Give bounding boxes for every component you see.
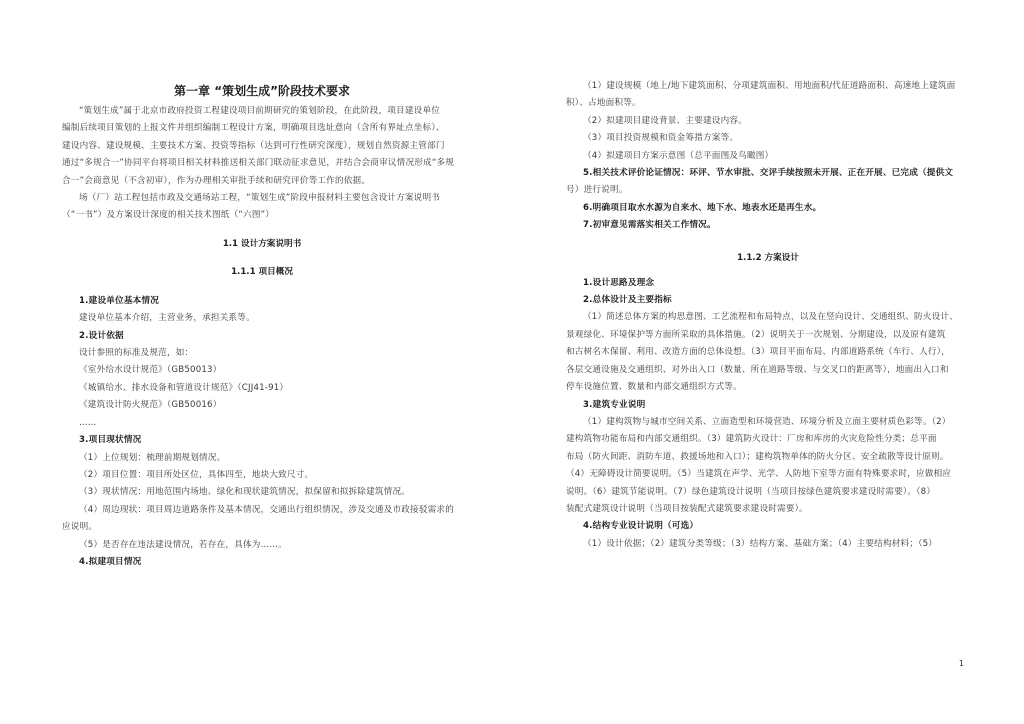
left-item-list — [62, 293, 462, 572]
item-text: 建设单位基本介绍，主营业务，承担关系等。 — [79, 313, 255, 324]
item-text: 各层交通设施及交通组织、对外出入口（数量、所在道路等级、与交叉口的距离等），地面出入口和 — [566, 364, 949, 375]
item-text: …… — [79, 417, 97, 428]
item-text: （2）拟建项目建设背景、主要建设内容。 — [583, 115, 747, 126]
chapter-title: 第一章 “策划生成”阶段技术要求 — [174, 84, 350, 98]
page-number: 1 — [958, 659, 964, 668]
item-heading: 2.总体设计及主要指标 — [583, 295, 672, 306]
item-text: 设计参照的标准及规范，如： — [79, 348, 194, 359]
item-heading: 4.结构专业设计说明（可选） — [583, 521, 699, 532]
item-text: 景观绿化、环境保护等方面所采取的具体措施。（2）说明关于一次规划、分期建设，以及原有建筑 — [566, 329, 946, 340]
intro-line: （“一书”）及方案设计深度的相关技术图纸（“六图”） — [62, 210, 275, 221]
intro-line: 场（厂）站工程包括市政及交通场站工程，“策划生成”阶段申报材料主要包含设计方案说明书 — [79, 193, 441, 204]
item-text: （3）现状情况：用地范围内场地、绿化和现状建筑情况，拟保留和拟拆除建筑情况。 — [79, 487, 411, 498]
item-heading: 3.项目现状情况 — [79, 435, 142, 446]
item-heading: 2.设计依据 — [79, 330, 124, 341]
right-item-list — [566, 78, 970, 235]
item-text: （4）周边现状：项目周边道路条件及基本情况，交通出行组织情况，涉及交通及市政接驳需求的 — [79, 504, 455, 515]
item-heading: 1.建设单位基本情况 — [79, 295, 159, 306]
item-heading: 1.设计思路及理念 — [583, 277, 655, 288]
section-title-1-1-2: 1.1.2 方案设计 — [737, 252, 799, 263]
item-heading: 5.相关技术评价论证情况：环评、节水审批、交评手续按照未开展、正在开展、已完成（提供文 — [583, 168, 954, 179]
intro-line: 合一”会商意见（不含初审），作为办理相关审批手续和研究评价等工作的依据。 — [62, 175, 371, 186]
right-item-list-2 — [566, 275, 970, 554]
item-heading: 6.明确项目取水水源为自来水、地下水、地表水还是再生水。 — [583, 202, 822, 213]
section-title-1-1-1: 1.1.1 项目概况 — [231, 266, 293, 277]
item-text: （4）拟建项目方案示意图（总平面图及鸟瞰图） — [583, 150, 774, 161]
item-text: （4）无障碍设计简要说明。（5）当建筑在声学、光学、人防地下室等方面有特殊要求时，应做相应 — [566, 469, 952, 480]
item-text: （1）设计依据；（2）建筑分类等级；（3）结构方案、基础方案；（4）主要结构材料；（5） — [583, 538, 938, 549]
item-text: （2）项目位置：项目所处区位，具体四至，地块大致尺寸。 — [79, 469, 314, 480]
item-text: 建构筑物功能布局和内部交通组织。（3）建筑防火设计：厂房和库房的火灾危险性分类；总平面 — [566, 434, 937, 445]
item-text: （1）简述总体方案的构思意图、工艺流程和布局特点，以及在竖向设计、交通组织、防火设计、 — [583, 312, 959, 323]
item-text: 号）进行说明。 — [566, 185, 628, 196]
item-text: 装配式建筑设计说明（当项目按装配式建筑要求建设时需要）。 — [566, 503, 808, 514]
intro-line: 通过“多规合一”协同平台将项目相关材料推送相关部门联动征求意见，并结合会商审议情况形成“多规 — [62, 158, 455, 169]
item-text: 布局（防火间距、消防车道、救援场地和入口）；建构筑物单体的防火分区、安全疏散等设计原则。 — [566, 451, 949, 462]
item-text: 《室外给水设计规范》（GB50013） — [79, 365, 222, 376]
item-text: 和古树名木保留、利用、改造方面的总体设想。（3）项目平面布局、内部道路系统（车行、人行）， — [566, 347, 950, 358]
right-column — [566, 78, 970, 553]
item-heading: 4.拟建项目情况 — [79, 556, 142, 567]
section-title-1-1: 1.1 设计方案说明书 — [222, 238, 302, 249]
intro-line: “策划生成”属于北京市政府投资工程建设项目前期研究的策划阶段，在此阶段，项目建设单位 — [79, 106, 441, 116]
item-text: （1）上位规划：梳理前期规划情况。 — [79, 452, 226, 463]
item-text: （3）项目投资规模和资金筹措方案等。 — [583, 133, 739, 144]
item-text: 说明。（6）建筑节能说明。（7）绿色建筑设计说明（当项目按绿色建筑要求建设时需要）。（8） — [566, 486, 936, 497]
item-text: （1）建构筑物与城市空间关系、立面造型和环境营造、环境分析及立面主要材质色彩等。（2） — [583, 416, 951, 427]
intro-line: 建设内容、建设规模、主要技术方案、投资等指标（达到可行性研究深度），规划自然资源主管部门 — [62, 140, 445, 151]
item-text: 《城镇给水、排水设备和管道设计规范》（CJJ41-91） — [79, 382, 289, 393]
item-text: 应说明。 — [62, 522, 98, 533]
item-heading: 3.建筑专业说明 — [583, 399, 646, 410]
item-text: 停车设施位置、数量和内部交通组织方式等。 — [566, 382, 742, 393]
item-text: 积）、占地面积等。 — [566, 98, 641, 109]
intro-line: 编制后续项目策划的上报文件并组织编制工程设计方案，明确项目选址意向（含所有界址点坐标）、 — [62, 123, 445, 134]
item-text: （5）是否存在违法建设情况，若存在，具体为……。 — [79, 539, 287, 550]
item-text: （1）建设规模（地上/地下建筑面积、分项建筑面积、用地面积/代征道路面积、高速地上建筑面 — [583, 81, 956, 91]
left-column — [62, 78, 462, 571]
item-heading: 7.初审意见需落实相关工作情况。 — [583, 220, 716, 231]
item-text: 《建筑设计防火规范》（GB50016） — [79, 400, 222, 411]
